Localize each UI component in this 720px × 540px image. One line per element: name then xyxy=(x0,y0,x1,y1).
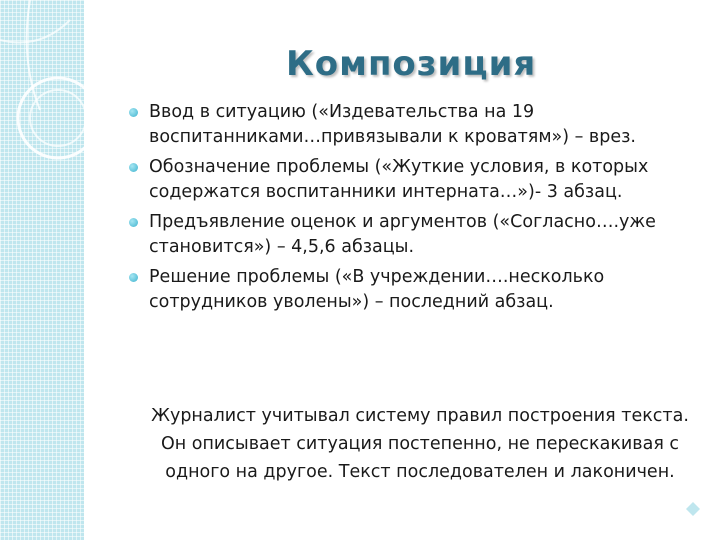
slide-title: Композиция xyxy=(286,44,537,84)
bullet-text: Обозначение проблемы («Жуткие условия, в которых содержатся воспитанники интерната…»)- 3 абзац. xyxy=(149,157,649,202)
bullet-dot-icon xyxy=(129,218,138,227)
bullet-item xyxy=(128,210,688,260)
bullet-item xyxy=(128,155,688,205)
corner-diamond-icon xyxy=(686,502,700,516)
decorative-side-band xyxy=(0,0,84,540)
bullet-text: Ввод в ситуацию («Издевательства на 19 воспитанниками…привязывали к кроватям») – врез. xyxy=(149,102,636,147)
bullet-dot-icon xyxy=(129,163,138,172)
bullet-text: Решение проблемы («В учреждении….несколько сотрудников уволены») – последний абзац. xyxy=(149,267,605,312)
bullet-dot-icon xyxy=(129,273,138,282)
conclusion-paragraph: Журналист учитывал систему правил построения текста. Он описывает ситуация постепенно, не перескакивая с одного на другое. Текст последователен и лаконичен. xyxy=(151,406,689,482)
bullet-dot-icon xyxy=(129,108,138,117)
bullet-text: Предъявление оценок и аргументов («Согласно….уже становится») – 4,5,6 абзацы. xyxy=(149,212,656,257)
bullet-item xyxy=(128,265,688,315)
swirl-decoration-icon xyxy=(0,0,84,540)
bullet-item xyxy=(128,100,688,150)
bullet-list xyxy=(128,100,688,320)
